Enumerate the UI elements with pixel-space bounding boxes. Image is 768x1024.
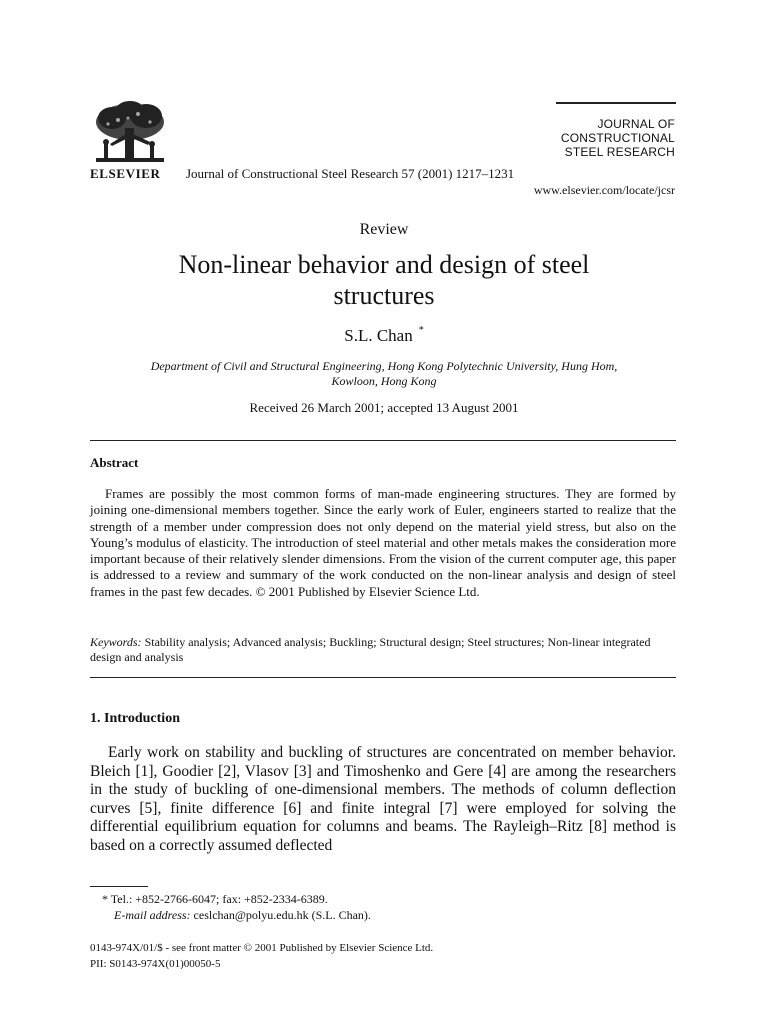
publisher-name: ELSEVIER [90, 166, 161, 181]
copyright-footer [90, 940, 433, 972]
affiliation-line: Kowloon, Hong Kong [331, 374, 437, 388]
article-type: Review [359, 221, 409, 238]
affiliation-line: Department of Civil and Structural Engineering, Hong Kong Polytechnic University, Hung Hom, [150, 359, 618, 373]
keywords-text: Stability analysis; Advanced analysis; Buckling; Structural design; Steel structures; Non-linear integrated design and analysis [90, 635, 651, 664]
journal-url-link[interactable]: www.elsevier.com/locate/jcsr [533, 183, 675, 197]
author [0, 325, 768, 346]
footnote-mark: * [102, 892, 108, 906]
section-heading: 1. Introduction [90, 711, 180, 726]
elsevier-tree-logo-icon [90, 100, 170, 170]
journal-brand-line: STEEL RESEARCH [564, 145, 675, 159]
copyright-line: 0143-974X/01/$ - see front matter © 2001 Published by Elsevier Science Ltd. [90, 942, 434, 954]
divider [90, 440, 676, 441]
journal-citation: Journal of Constructional Steel Research 57 (2001) 1217–1231 [186, 166, 515, 181]
author-footnote-mark[interactable]: * [418, 325, 424, 336]
author-name[interactable]: S.L. Chan [344, 326, 413, 345]
keywords [90, 635, 676, 665]
email-label: E-mail address: [114, 908, 191, 922]
affiliation [92, 359, 676, 389]
email-link[interactable]: ceslchan@polyu.edu.hk (S.L. Chan). [193, 908, 371, 922]
introduction-text: Early work on stability and buckling of structures are concentrated on member behavior. Bleich [1], Goodier [2], Vlasov [3] and Timoshenko and Gere [4] are among the researchers in the study of buckling of one-dimensional members. The methods of column deflection curves [5], finite difference [6] and finite integral [7] were employed for solving the differential equilibrium equation for columns and beams. The Rayleigh–Ritz [8] method is based on a correctly assumed deflected [90, 744, 676, 854]
title-line: structures [333, 281, 435, 310]
footnote [102, 891, 371, 923]
divider [90, 677, 676, 678]
abstract-text: Frames are possibly the most common forms of man-made engineering structures. They are formed by joining one-dimensional members together. Since the early work of Euler, engineers started to realize that the strength of a member under compression does not only depend on the material yield stress, but also on the Young’s modulus of elasticity. The introduction of steel material and other metals makes the consideration more important because of their relatively slender dimensions. From the vision of the current computer age, this paper is addressed to a review and summary of the work conducted on the non-linear analysis and design of steel frames in the past few decades. © 2001 Published by Elsevier Science Ltd. [90, 486, 676, 599]
pii-line: PII: S0143-974X(01)00050-5 [90, 958, 221, 970]
journal-brand-line: JOURNAL OF [597, 117, 675, 131]
journal-brand-line: CONSTRUCTIONAL [560, 131, 675, 145]
brand-rule [556, 102, 676, 104]
article-dates: Received 26 March 2001; accepted 13 August 2001 [249, 400, 519, 415]
abstract-heading: Abstract [90, 455, 139, 470]
title-line: Non-linear behavior and design of steel [178, 250, 590, 279]
article-title [0, 249, 768, 311]
journal-brand [520, 117, 675, 159]
keywords-label: Keywords: [90, 635, 142, 649]
footnote-rule [90, 886, 148, 887]
footnote-contact: Tel.: +852-2766-6047; fax: +852-2334-6389. [110, 892, 328, 906]
